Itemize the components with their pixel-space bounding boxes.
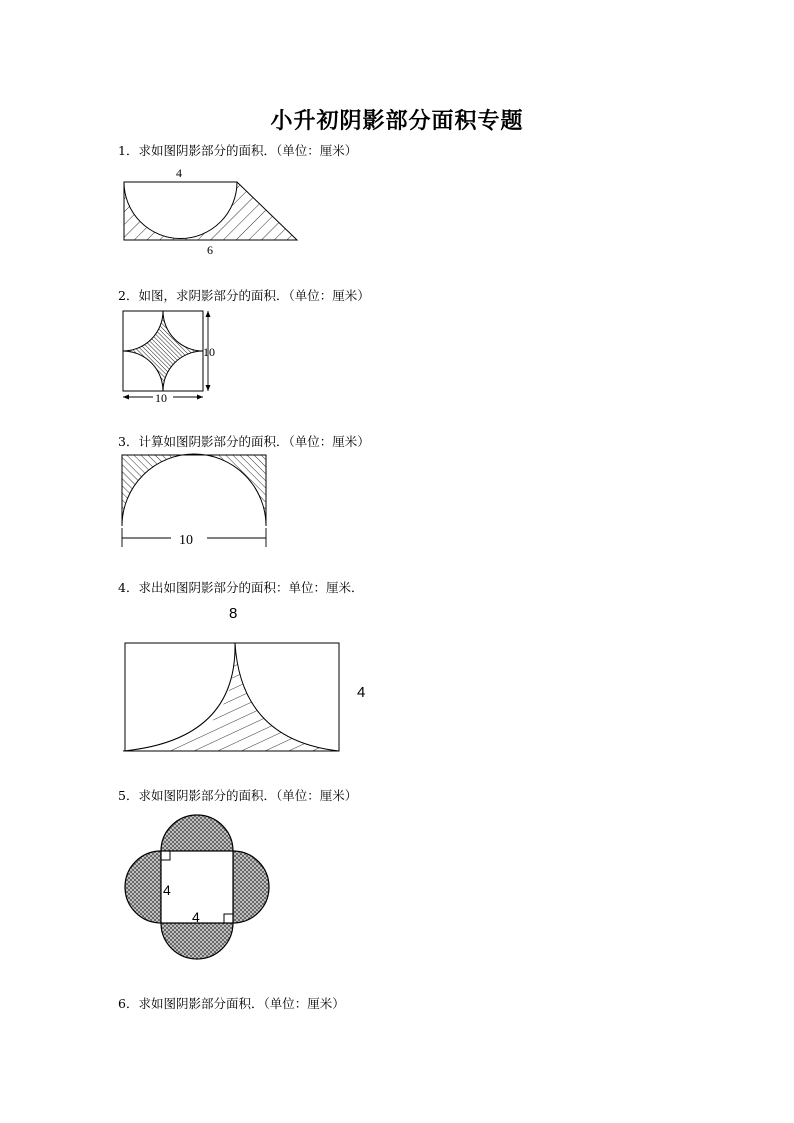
q1-label-top: 4 [176,166,182,180]
question-4-text: 4．求出如图阴影部分的面积：单位：厘米． [118,580,364,595]
q1-shaded-region [124,182,297,240]
question-3-figure [115,450,275,550]
q5-label-bottom: 4 [192,909,200,925]
q5-top-semicircle [161,815,233,851]
question-4-figure [115,600,375,760]
q4-label-right: 4 [357,684,366,701]
question-5-figure [115,808,280,968]
q5-right-semicircle [233,851,269,923]
q3-label-bottom: 10 [179,533,193,548]
question-6-text: 6．求如图阴影部分面积．（单位：厘米） [118,996,345,1011]
q2-shaded-star [123,311,203,391]
question-1-text: 1．求如图阴影部分的面积．（单位：厘米） [118,143,358,158]
question-5-text: 5．求如图阴影部分的面积．（单位：厘米） [118,788,358,803]
q3-shaded-region [122,454,266,526]
question-3-text: 3．计算如图阴影部分的面积．（单位：厘米） [118,434,370,449]
q5-label-side: 4 [163,882,171,898]
page-title: 小升初阴影部分面积专题 [270,108,524,134]
q4-shaded-region [149,643,339,751]
question-1-figure [110,162,310,262]
q5-left-semicircle [125,851,161,923]
q5-bottom-semicircle [161,923,233,959]
q2-label-bottom: 10 [155,391,167,405]
question-2-figure [115,306,225,406]
question-2-text: 2．如图，求阴影部分的面积．（单位：厘米） [118,288,370,303]
q1-label-bottom: 6 [207,243,213,257]
q2-label-right: 10 [203,345,215,359]
q4-label-top: 8 [229,605,238,622]
